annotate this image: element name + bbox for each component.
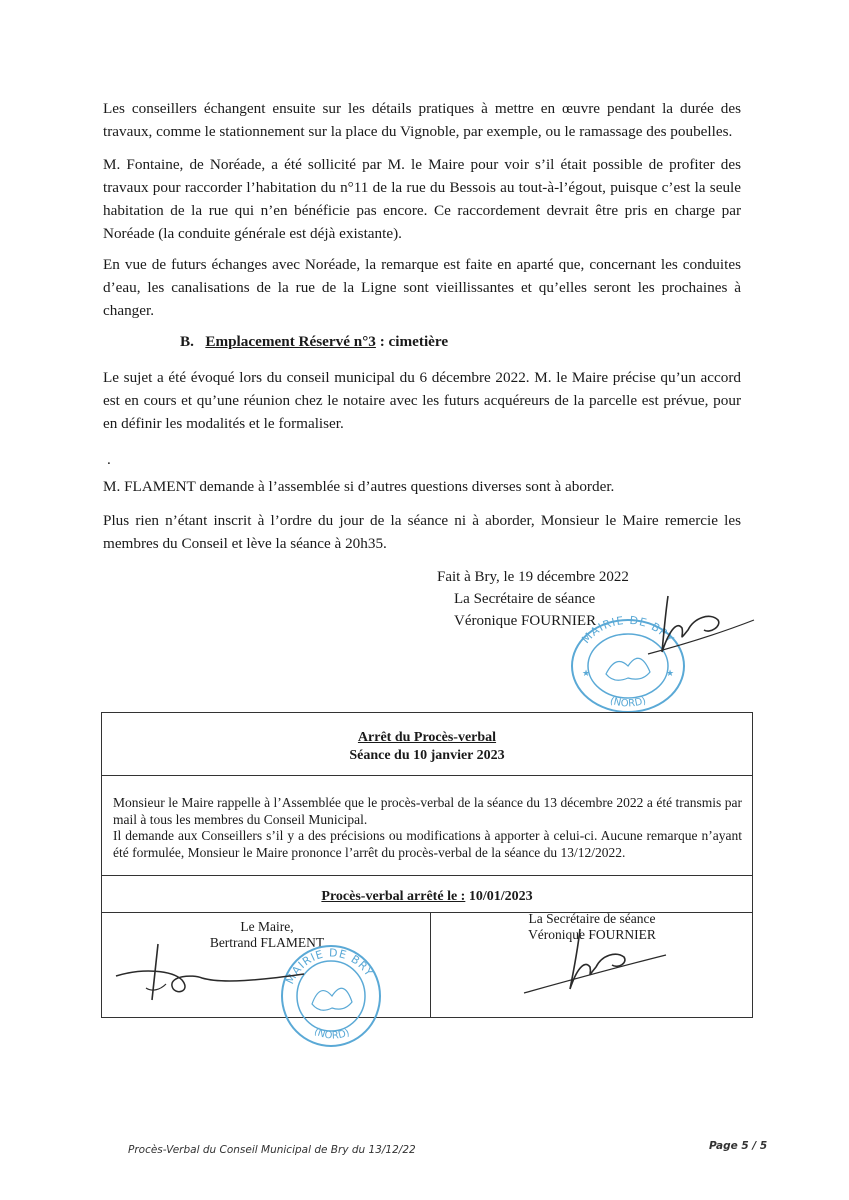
signature-role: La Secrétaire de séance <box>454 591 596 607</box>
signature-place-date: Fait à Bry, le 19 décembre 2022 <box>437 569 629 585</box>
stamp-bottom-bottom-text: (NORD) <box>312 1026 352 1042</box>
box-arrete-label: Procès-verbal arrêté le : <box>321 889 466 904</box>
paragraph-raccordement-noreade: M. Fontaine, de Noréade, a été sollicité par M. le Maire pour voir s’il était possible de profiter des travaux pour raccorder l’habitation du n°11 de la rue du Bessois au tout-à-l’égout, puisque c’est la seule habitation de la rue qui n’en bénéficie pas encore. Ce raccordement devrait être pris en charge par Noréade (la conduite générale est déjà existante). <box>103 156 741 242</box>
box-text-transmission: Monsieur le Maire rappelle à l’Assemblée que le procès-verbal de la séance du 13 décembre 2022 a été transmis par mail à tous les membres du Conseil Municipal. <box>113 795 742 827</box>
paragraph-conduites-eau: En vue de futurs échanges avec Noréade, la remarque est faite en aparté que, concernant les conduites d’eau, les canalisations de la rue de la Ligne sont vieillissantes et qu’elles seront les prochaines à changer. <box>103 256 741 319</box>
section-b-heading <box>180 333 448 351</box>
paragraph-cimetiere: Le sujet a été évoqué lors du conseil municipal du 6 décembre 2022. M. le Maire précise qu’un accord est en cours et qu’une réunion chez le notaire avec les futurs acquéreurs de la parcelle est prévue, pour en définir les modalités et le formaliser. <box>103 369 741 432</box>
svg-text:★: ★ <box>666 669 675 679</box>
secretaire-name: Véronique FOURNIER <box>528 927 656 942</box>
signature-name: Véronique FOURNIER <box>454 613 597 629</box>
secretaire-handwritten-signature <box>520 925 670 1000</box>
paragraph-travaux-details: Les conseillers échangent ensuite sur les détails pratiques à mettre en œuvre pendant la durée des travaux, comme le stationnement sur la place du Vignoble, par exemple, ou le ramassage des poubelles. <box>103 100 741 140</box>
maire-handwritten-signature <box>112 940 312 1010</box>
stray-dot: . <box>107 451 111 468</box>
stamp-bottom-top-text: MAIRIE DE BRY <box>283 946 376 987</box>
box-title: Arrêt du Procès-verbal <box>357 730 497 745</box>
box-subtitle: Séance du 10 janvier 2023 <box>349 748 505 763</box>
paragraph-cloture-seance: Plus rien n’étant inscrit à l’ordre du jour de la séance ni à aborder, Monsieur le Maire remercie les membres du Conseil et lève la séance à 20h35. <box>103 512 741 552</box>
section-b-letter: B. <box>180 333 194 350</box>
footer-page-number: Page 5 / 5 <box>709 1140 768 1152</box>
box-divider-1 <box>102 775 752 776</box>
secretaire-role: La Secrétaire de séance <box>528 911 656 926</box>
box-arrete-line <box>102 889 752 905</box>
maire-name: Bertrand FLAMENT <box>209 935 325 950</box>
secretary-handwritten-signature <box>618 590 758 670</box>
maire-role: Le Maire, <box>240 919 294 934</box>
box-text-arret: Il demande aux Conseillers s’il y a des précisions ou modifications à apporter à celui-ci. Aucune remarque n’ayant été formulée, Monsieur le Maire prononce l’arrêt du procès-verbal de la séance du 13/12/2022. <box>113 828 742 860</box>
paragraph-questions-diverses: M. FLAMENT demande à l’assemblée si d’autres questions diverses sont à aborder. <box>103 478 615 495</box>
svg-text:★: ★ <box>582 669 591 679</box>
stamp-bottom-text: (NORD) <box>608 695 648 710</box>
section-b-title-rest: : cimetière <box>375 333 449 350</box>
box-divider-2 <box>102 875 752 876</box>
box-column-divider <box>430 912 431 1017</box>
box-arrete-date: 10/01/2023 <box>465 889 533 904</box>
section-b-title-underlined: Emplacement Réservé n°3 <box>205 333 376 350</box>
svg-text:(NORD) <box>312 1026 351 1041</box>
footer-document-title: Procès-Verbal du Conseil Municipal de Bry du 13/12/22 <box>128 1144 416 1156</box>
stamp-top-text: MAIRIE DE BRY <box>579 614 677 647</box>
